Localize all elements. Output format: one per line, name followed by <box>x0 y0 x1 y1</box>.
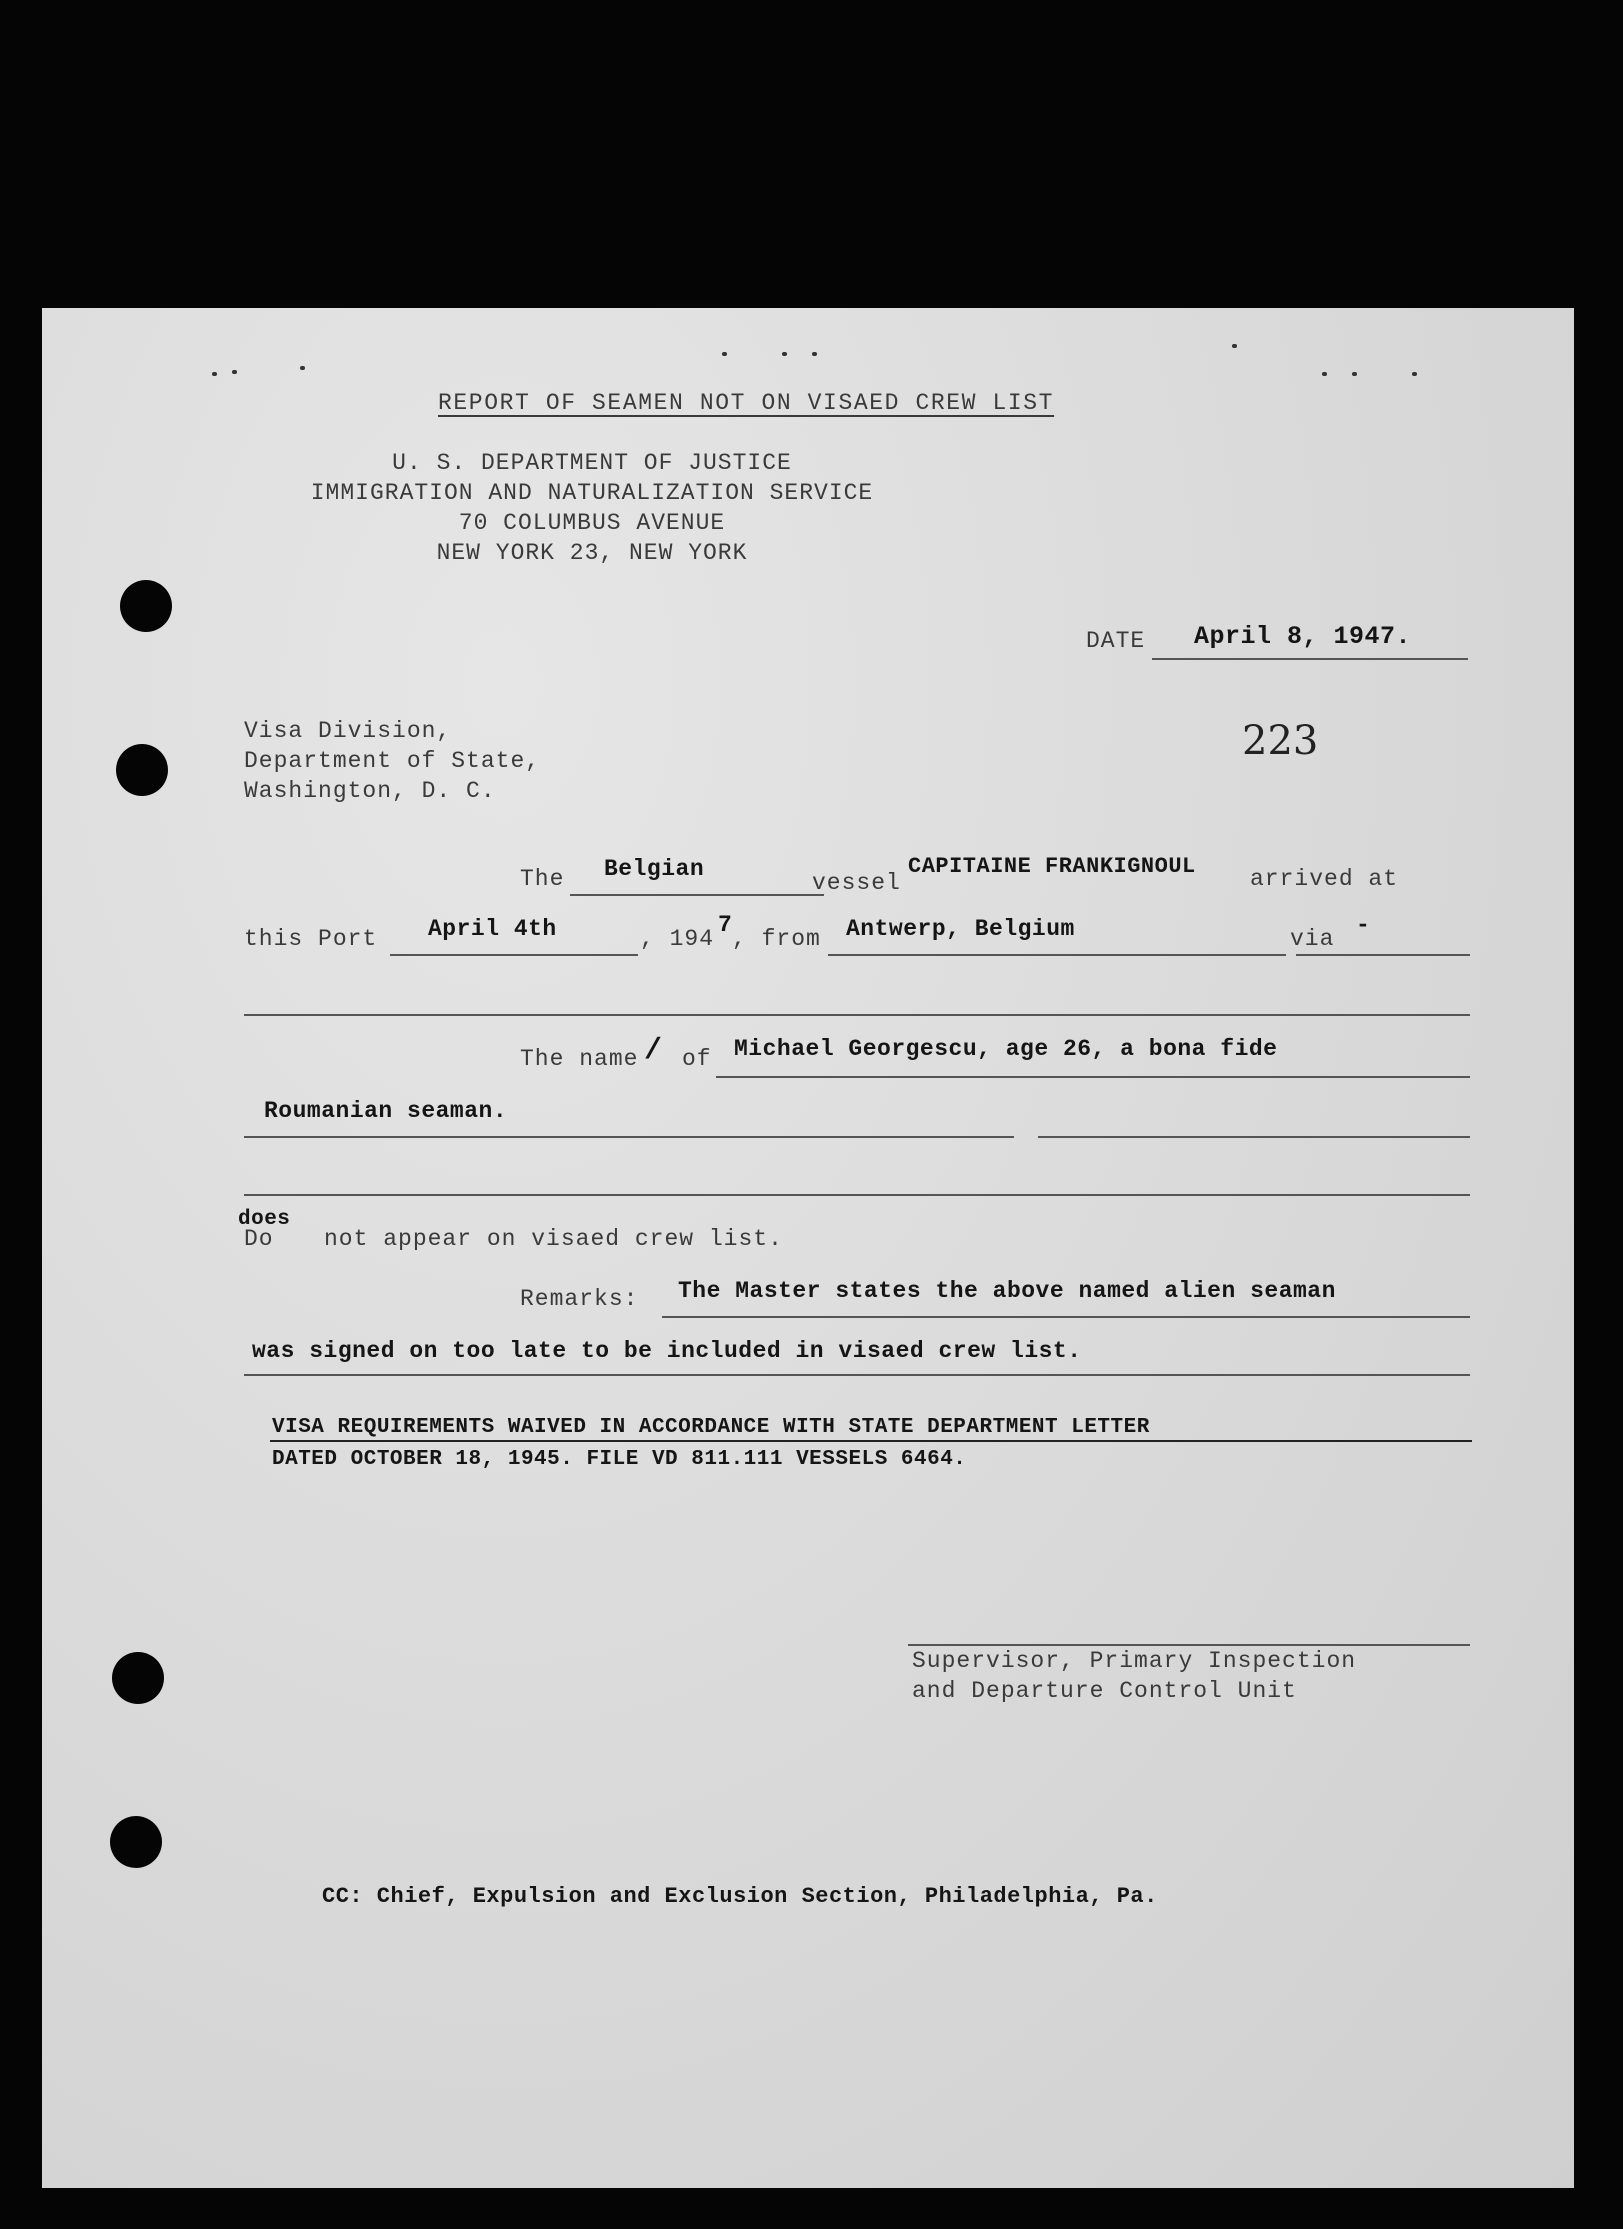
names-underline-2b <box>1038 1136 1470 1138</box>
signature-line <box>908 1644 1470 1646</box>
stray-mark <box>1412 372 1417 376</box>
remarks-line-1: The Master states the above named alien seaman <box>678 1278 1336 1304</box>
signature-title-1: Supervisor, Primary Inspection <box>912 1648 1357 1674</box>
vessel-label: vessel <box>812 870 901 896</box>
addressee-line-3: Washington, D. C. <box>244 778 496 804</box>
via-underline <box>1296 954 1470 956</box>
form-title: REPORT OF SEAMEN NOT ON VISAED CREW LIST <box>438 390 1055 416</box>
punch-hole <box>112 1652 164 1704</box>
arrival-date: April 4th <box>428 916 557 942</box>
from-underline <box>828 954 1286 956</box>
stray-mark <box>212 372 217 376</box>
vessel-name: CAPITAINE FRANKIGNOUL <box>908 854 1196 879</box>
name-entry-line-2: Roumanian seaman. <box>264 1098 508 1124</box>
cc-line: CC: Chief, Expulsion and Exclusion Section, Philadelphia, Pa. <box>322 1884 1158 1909</box>
serial-number: 223 <box>1242 718 1319 764</box>
document-page <box>42 308 1574 2188</box>
punch-hole <box>120 580 172 632</box>
port-label: this Port <box>244 926 378 952</box>
names-underline-3 <box>244 1194 1470 1196</box>
nationality-underline <box>570 894 824 896</box>
names-underline-2a <box>244 1136 1014 1138</box>
stray-mark <box>232 370 237 374</box>
addressee-line-2: Department of State, <box>244 748 541 774</box>
addressee-line-1: Visa Division, <box>244 718 452 744</box>
stray-mark <box>782 352 787 356</box>
arrival-date-underline <box>390 954 638 956</box>
remarks-label: Remarks: <box>520 1286 639 1312</box>
vessel-nationality: Belgian <box>604 856 705 882</box>
waiver-strikethrough <box>270 1440 1472 1442</box>
names-underline-1 <box>716 1076 1470 1078</box>
name-slash: / <box>644 1034 663 1068</box>
from-label: , from <box>732 926 821 952</box>
name-entry-line-1: Michael Georgescu, age 26, a bona fide <box>734 1036 1278 1062</box>
date-label: DATE <box>1086 628 1146 654</box>
date-underline <box>1152 658 1468 660</box>
vessel-the-label: The <box>520 866 565 892</box>
waiver-line-1: VISA REQUIREMENTS WAIVED IN ACCORDANCE WITH STATE DEPARTMENT LETTER <box>272 1416 1150 1439</box>
stray-mark <box>1352 372 1357 376</box>
org-line-3: 70 COLUMBUS AVENUE <box>458 510 726 536</box>
org-line-1: U. S. DEPARTMENT OF JUSTICE <box>392 450 792 476</box>
year-digit: 7 <box>718 912 733 938</box>
appear-rest: not appear on visaed crew list. <box>324 1226 783 1252</box>
stray-mark <box>1232 344 1237 348</box>
stray-mark <box>300 366 305 370</box>
stray-mark <box>812 352 817 356</box>
stray-mark <box>1322 372 1327 376</box>
year-label: , 194 <box>640 926 715 952</box>
appear-typed-do: Do <box>244 1226 274 1252</box>
punch-hole <box>110 1816 162 1868</box>
arrival-via: - <box>1356 912 1371 938</box>
org-line-4: NEW YORK 23, NEW YORK <box>436 540 748 566</box>
remarks-line-2: was signed on too late to be included in visaed crew list. <box>252 1338 1082 1364</box>
stray-mark <box>722 352 727 356</box>
org-line-2: IMMIGRATION AND NATURALIZATION SERVICE <box>310 480 874 506</box>
signature-title-2: and Departure Control Unit <box>912 1678 1297 1704</box>
remarks-underline-1 <box>662 1316 1470 1318</box>
arrived-label: arrived at <box>1250 866 1399 892</box>
appear-overwrite: does <box>238 1208 291 1231</box>
punch-hole <box>116 744 168 796</box>
name-of-label: of <box>682 1046 712 1072</box>
blank-rule <box>244 1014 1470 1016</box>
remarks-underline-2 <box>244 1374 1470 1376</box>
name-label: The name <box>520 1046 639 1072</box>
arrival-from: Antwerp, Belgium <box>846 916 1075 942</box>
via-label: via <box>1290 926 1335 952</box>
date-value: April 8, 1947. <box>1194 622 1412 651</box>
waiver-line-2: DATED OCTOBER 18, 1945. FILE VD 811.111 VESSELS 6464. <box>272 1448 967 1471</box>
